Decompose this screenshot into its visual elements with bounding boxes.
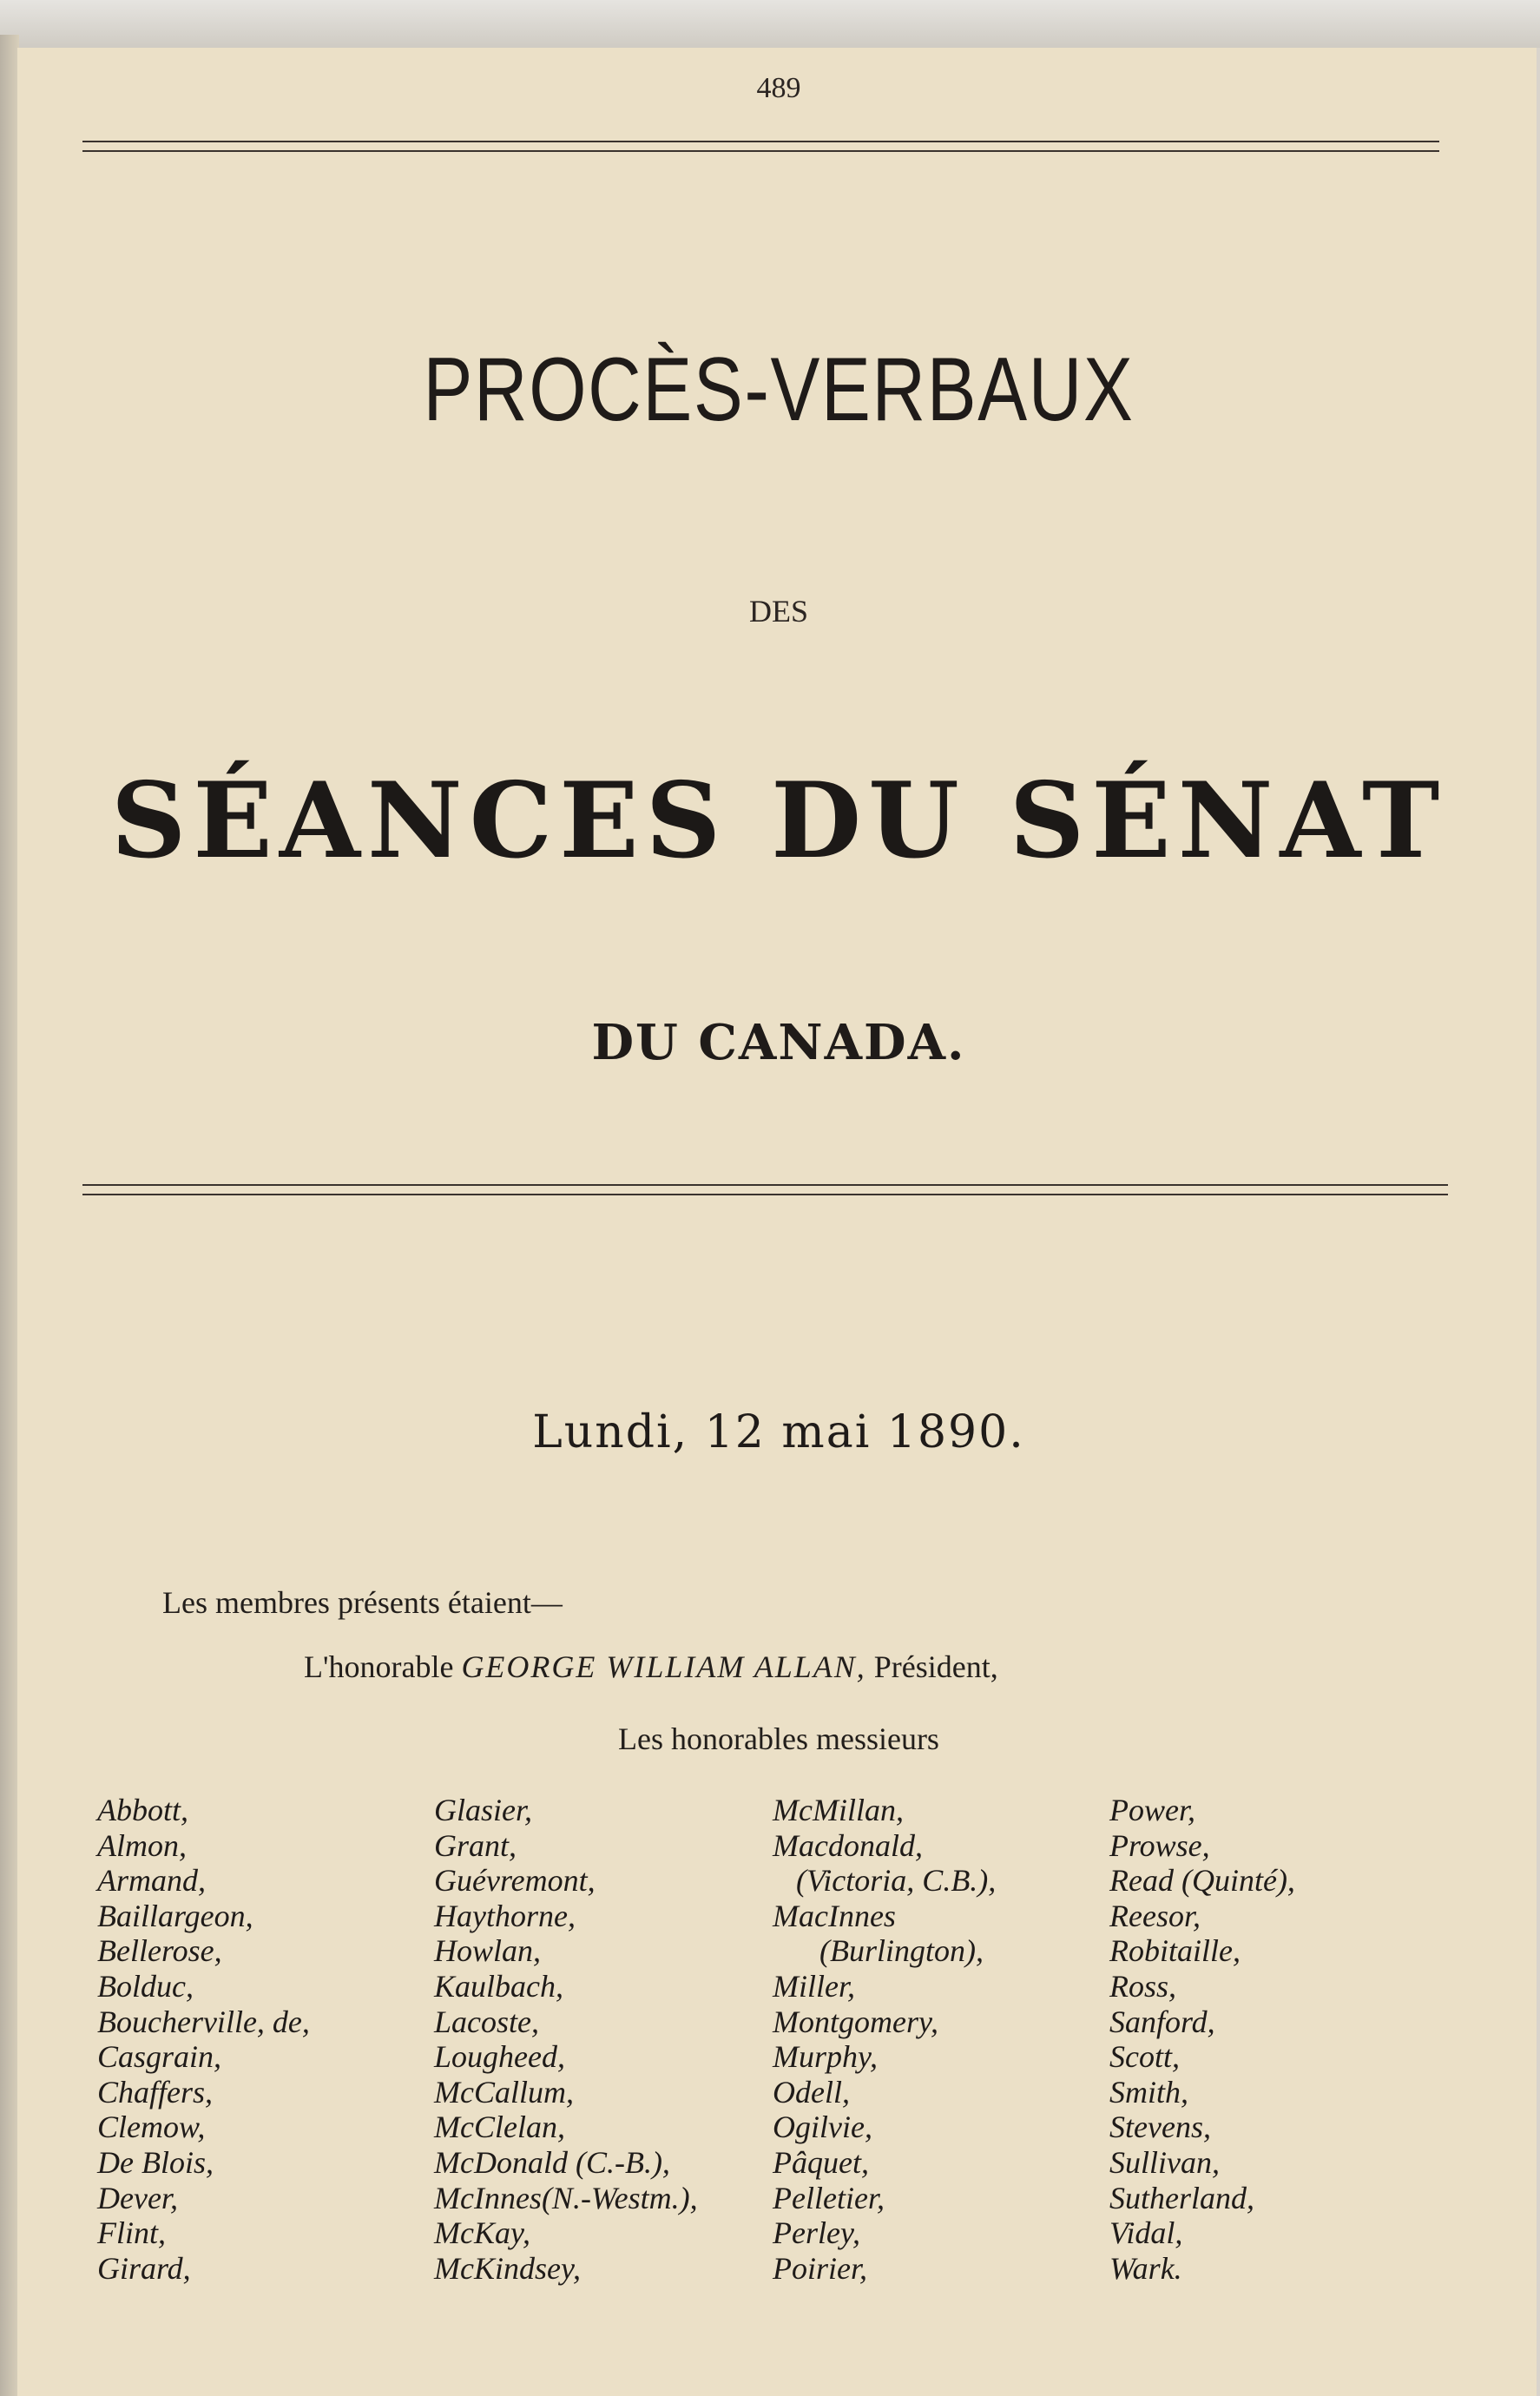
member-name: Read (Quinté), [1109,1863,1295,1899]
member-name: Clemow, [97,2110,206,2145]
member-name: Baillargeon, [97,1898,253,1933]
member-name: Dever, [97,2180,178,2215]
page-number: 489 [756,72,801,104]
member-name: Sanford, [1109,2004,1215,2039]
member-name: Bolduc, [97,1968,194,2004]
member-name: Smith, [1109,2074,1189,2110]
member-name: Abbott, [97,1793,188,1827]
member-name: McKindsey, [434,2250,581,2286]
member-name: Chaffers, [97,2074,214,2110]
member-name: Murphy, [773,2039,878,2075]
member-name: Stevens, [1109,2110,1211,2145]
members-column-2 [434,1793,698,2286]
member-name: Casgrain, [97,2039,222,2075]
member-name: (Burlington), [773,1933,984,1969]
title-des: DES [748,594,808,629]
title-du-canada: DU CANADA. [591,1014,966,1071]
member-name: Ross, [1109,1968,1177,2004]
member-name: Wark. [1109,2250,1182,2286]
member-name: Armand, [97,1863,206,1899]
member-name: Macdonald, [773,1827,923,1863]
member-name: Robitaille, [1109,1933,1241,1969]
member-name: Kaulbach, [434,1968,563,2004]
member-name: Pâquet, [773,2144,869,2180]
title-proces-verbaux: PROCÈS-VERBAUX [423,339,1135,440]
member-name: (Victoria, C.B.), [773,1863,997,1899]
member-name: Poirier, [773,2250,868,2286]
member-name: Lacoste, [434,2004,539,2039]
president-name: GEORGE WILLIAM ALLAN, [461,1649,866,1684]
title-double-rule [82,1184,1448,1195]
members-intro: Les membres présents étaient— [162,1585,563,1620]
member-name: De Blois, [97,2144,214,2180]
member-name: Miller, [773,1968,855,2004]
member-name: Bellerose, [97,1933,222,1969]
member-name: Ogilvie, [773,2110,872,2145]
member-name: Almon, [97,1827,187,1863]
member-name: McInnes(N.-Westm.), [434,2180,698,2215]
member-name: Montgomery, [773,2004,938,2039]
member-name: Scott, [1109,2039,1180,2075]
members-column-1 [97,1793,310,2286]
member-name: Flint, [97,2215,166,2251]
member-name: Boucherville, de, [97,2004,310,2039]
member-name: Haythorne, [434,1898,576,1933]
scan-top-edge [0,0,1540,48]
member-name: Howlan, [434,1933,542,1969]
member-name: Sullivan, [1109,2144,1220,2180]
member-name: Girard, [97,2250,191,2286]
title-seances-du-senat: SÉANCES DU SÉNAT [110,760,1447,882]
document-page [17,48,1537,2396]
member-name: McKay, [434,2215,530,2251]
members-column-3 [773,1793,996,2286]
header-double-rule [82,141,1439,152]
president-role: Président, [873,1649,998,1684]
member-name: Pelletier, [773,2180,885,2215]
president-line [304,1649,998,1685]
session-date: Lundi, 12 mai 1890. [532,1406,1025,1458]
member-name: McClelan, [434,2110,565,2145]
member-name: MacInnes [773,1898,896,1933]
member-name: Grant, [434,1827,517,1863]
member-name: Odell, [773,2074,850,2110]
member-name: Guévremont, [434,1863,596,1899]
honorables-heading: Les honorables messieurs [618,1721,939,1756]
member-name: Prowse, [1109,1827,1210,1863]
member-name: Power, [1109,1793,1195,1827]
member-name: Glasier, [434,1793,533,1827]
members-column-4 [1109,1793,1295,2286]
member-name: McMillan, [773,1793,904,1827]
member-name: McCallum, [434,2074,574,2110]
president-prefix: L'honorable [304,1649,454,1684]
member-name: Sutherland, [1109,2180,1254,2215]
member-name: McDonald (C.-B.), [434,2144,670,2180]
member-name: Reesor, [1109,1898,1201,1933]
member-name: Lougheed, [434,2039,565,2075]
member-name: Vidal, [1109,2215,1183,2251]
scan-left-edge [0,35,19,2396]
member-name: Perley, [773,2215,860,2251]
